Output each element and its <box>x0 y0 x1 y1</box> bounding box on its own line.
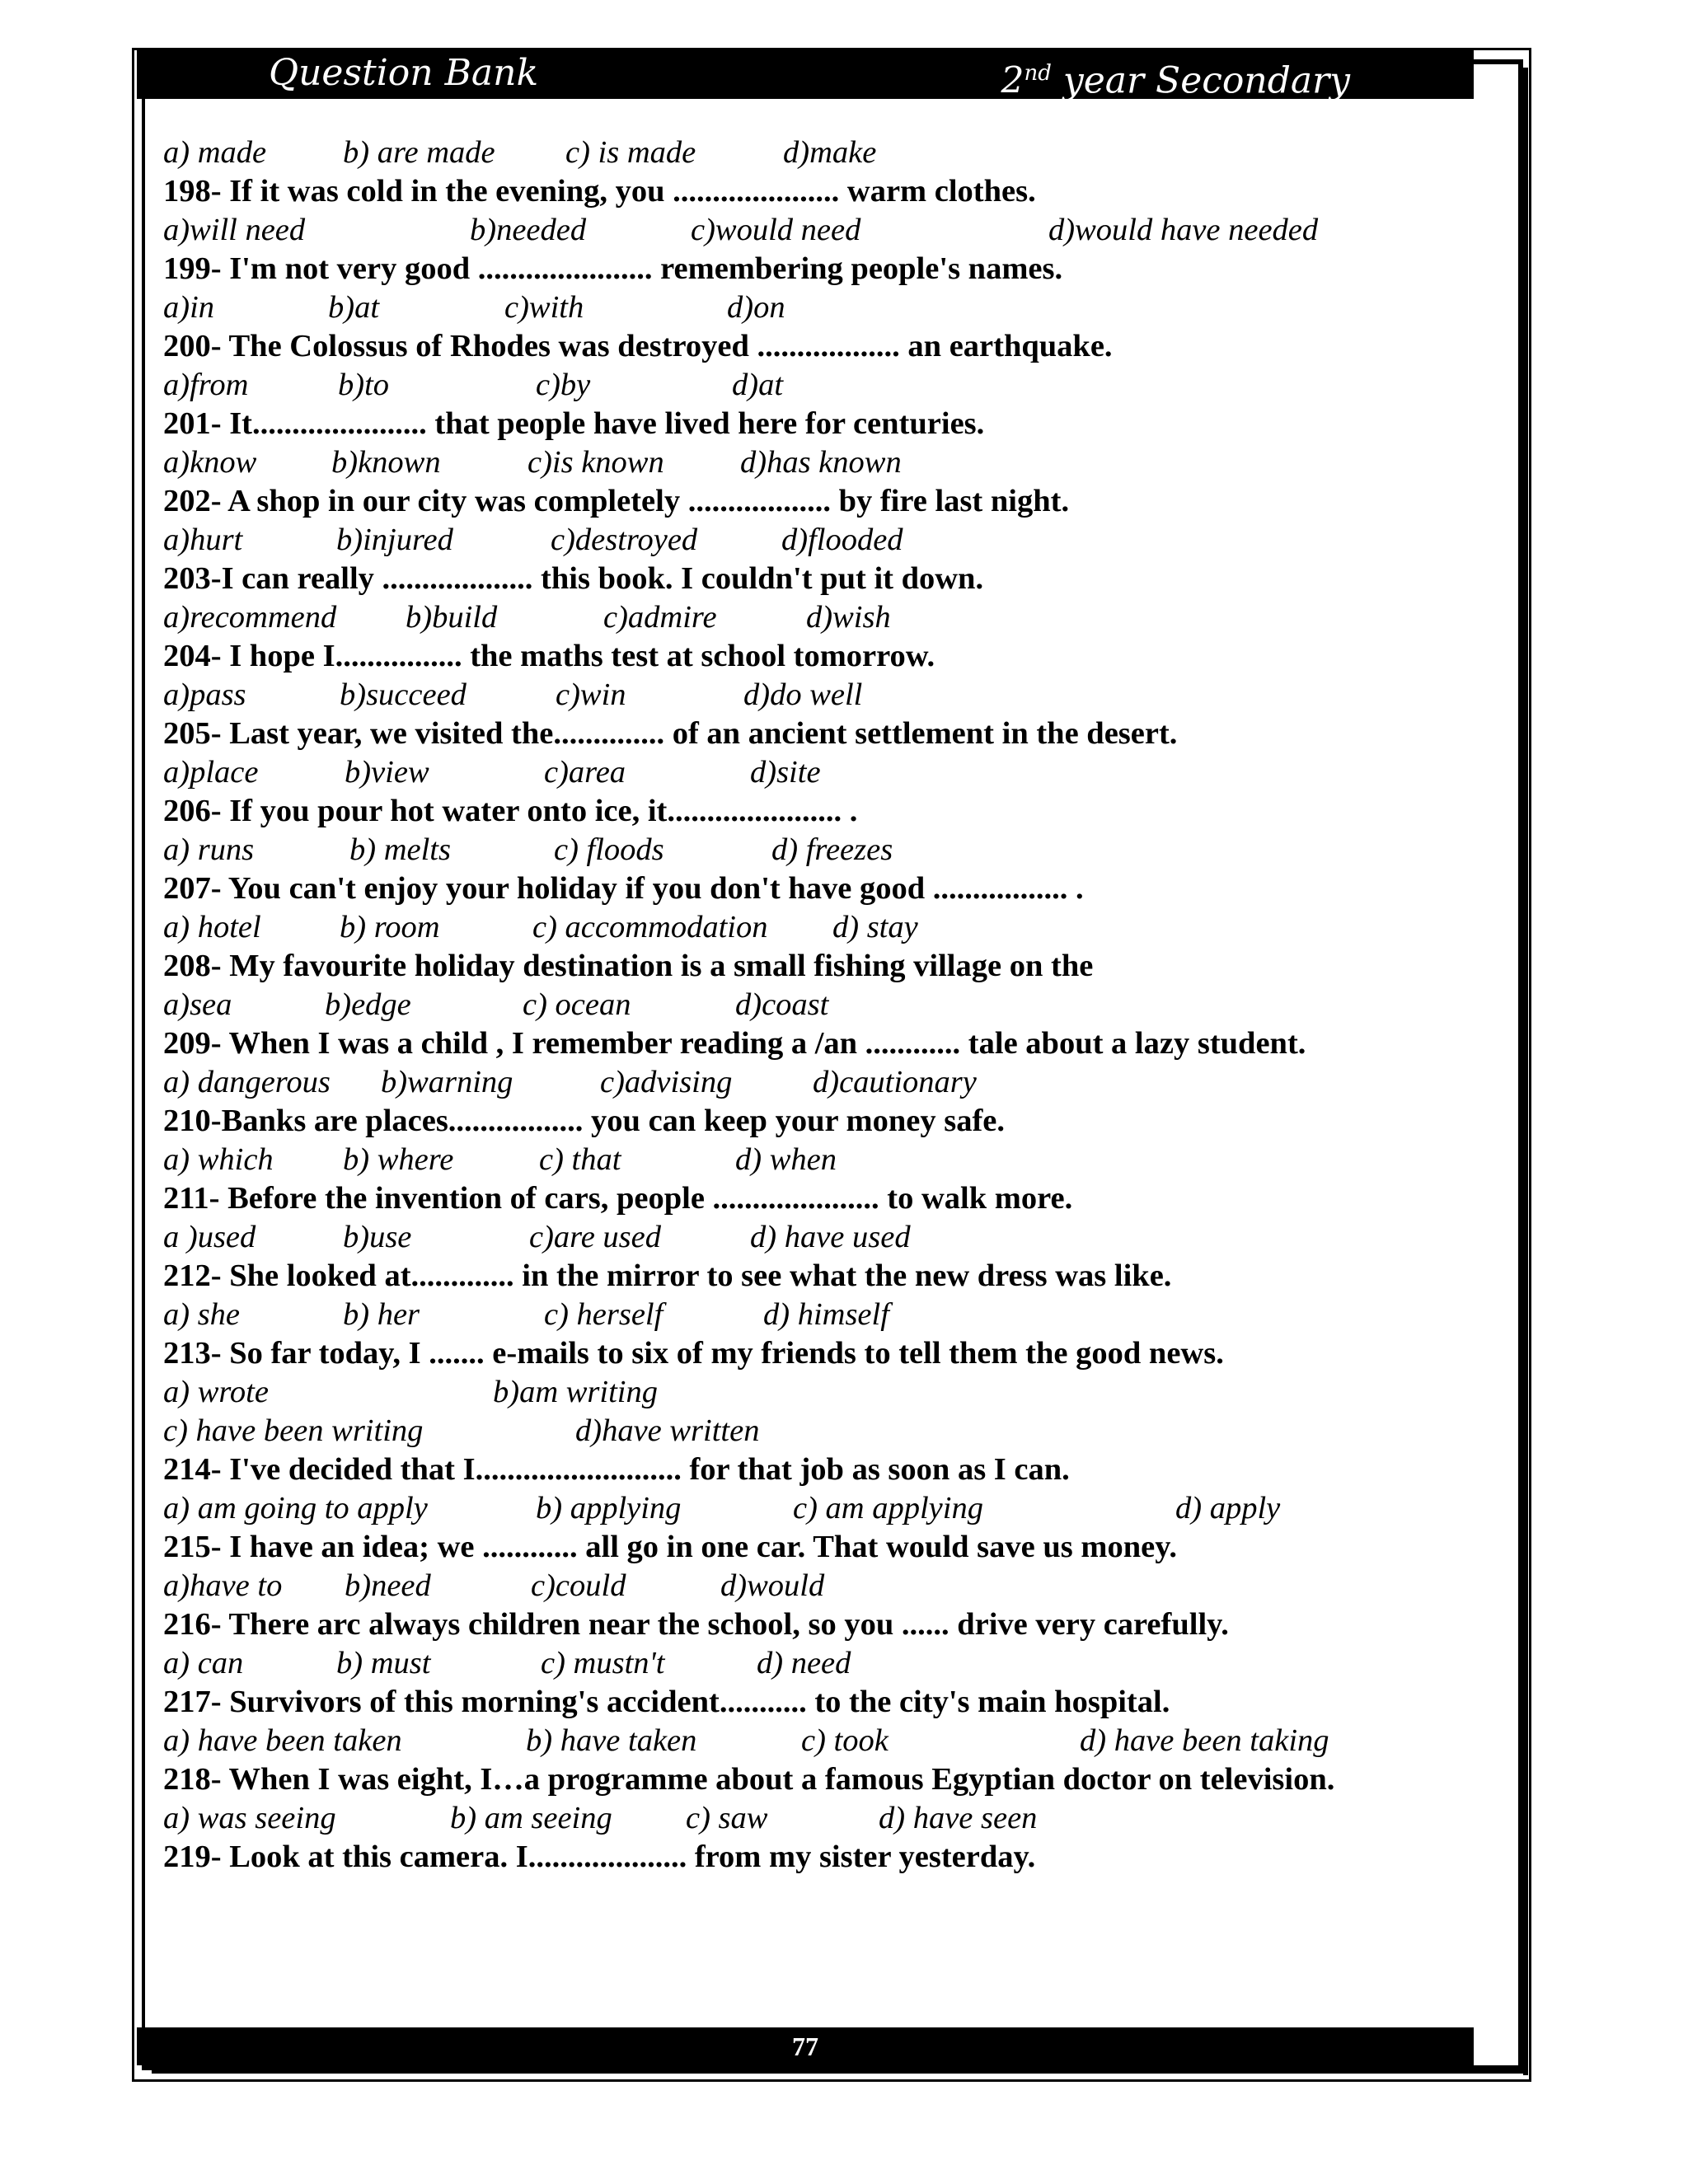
question-text: 202- A shop in our city was completely .................. by fire last night. <box>163 484 1070 518</box>
answer-option: a) she <box>163 1297 241 1332</box>
question-text: 213- So far today, I ....... e-mails to six of my friends to tell them the good news. <box>163 1336 1224 1371</box>
question-text: 205- Last year, we visited the.............. of an ancient settlement in the desert. <box>163 716 1178 751</box>
answer-option: d) freezes <box>771 832 893 867</box>
answer-option: d) stay <box>832 910 918 944</box>
question-text: 203-I can really ................... this book. I couldn't put it down. <box>163 561 984 596</box>
answer-option: a)from <box>163 368 249 402</box>
answer-option: a)will need <box>163 213 306 247</box>
header-bar <box>137 48 1474 102</box>
answer-option: a) which <box>163 1142 274 1177</box>
answer-option: b)succeed <box>340 677 467 712</box>
answer-option: c) took <box>801 1723 889 1758</box>
answer-option: c) ocean <box>523 987 631 1022</box>
answer-option: c)are used <box>529 1220 661 1254</box>
answer-options <box>163 134 1416 172</box>
answer-option: a)in <box>163 290 215 325</box>
answer-option: d) himself <box>763 1297 889 1332</box>
answer-option: a) wrote <box>163 1375 269 1409</box>
answer-options <box>163 986 1416 1024</box>
answer-options <box>163 211 1416 250</box>
question-text: 209- When I was a child , I remember reading a /an ............ tale about a lazy student. <box>163 1026 1306 1061</box>
answer-options <box>163 1489 1416 1528</box>
answer-option: a) am going to apply <box>163 1491 428 1526</box>
frame-shadow-bottom <box>152 2069 1528 2074</box>
answer-option: c)advising <box>600 1065 733 1099</box>
answer-options <box>163 908 1416 947</box>
answer-option: d) have seen <box>879 1801 1038 1835</box>
answer-option: b)edge <box>325 987 411 1022</box>
question-text: 210-Banks are places................. you can keep your money safe. <box>163 1104 1005 1138</box>
answer-option: d)would have needed <box>1048 213 1319 247</box>
frame-shadow-right <box>1523 68 1528 2075</box>
question-text: 215- I have an idea; we ............ all go in one car. That would save us money. <box>163 1530 1177 1564</box>
answer-options <box>163 1373 1416 1412</box>
answer-option: b)use <box>343 1220 412 1254</box>
answer-option: b)needed <box>470 213 587 247</box>
answer-option: d) have been taking <box>1080 1723 1329 1758</box>
answer-options <box>163 598 1416 637</box>
answer-option: c)would need <box>691 213 861 247</box>
question-text: 212- She looked at............. in the mirror to see what the new dress was like. <box>163 1258 1172 1293</box>
answer-options <box>163 1567 1416 1605</box>
header-title: Question Bank <box>269 52 539 94</box>
answer-options <box>163 1296 1416 1334</box>
answer-option: d)make <box>783 135 877 170</box>
answer-options <box>163 1722 1416 1760</box>
answer-option: a) have been taken <box>163 1723 402 1758</box>
answer-option: c) saw <box>686 1801 768 1835</box>
answer-option: d) have used <box>750 1220 911 1254</box>
question-text: 217- Survivors of this morning's accident........... to the city's main hospital. <box>163 1685 1170 1719</box>
question-text: 198- If it was cold in the evening, you ..................... warm clothes. <box>163 174 1036 209</box>
answer-option: a)pass <box>163 677 246 712</box>
answer-options <box>163 1412 1416 1451</box>
answer-option: b) where <box>343 1142 454 1177</box>
answer-option: b) melts <box>349 832 451 867</box>
answer-option: b)am writing <box>493 1375 659 1409</box>
question-text: 207- You can't enjoy your holiday if you don't have good ................. . <box>163 871 1084 906</box>
answer-option: a)know <box>163 445 257 480</box>
answer-option: b) applying <box>536 1491 682 1526</box>
question-list <box>163 134 1416 1877</box>
answer-option: d)flooded <box>781 523 903 557</box>
answer-option: c)by <box>536 368 591 402</box>
answer-option: a) can <box>163 1646 244 1680</box>
answer-option: d)on <box>727 290 785 325</box>
answer-option: c)could <box>531 1568 626 1603</box>
answer-option: d)would <box>720 1568 825 1603</box>
answer-options <box>163 831 1416 869</box>
question-text: 199- I'm not very good ...................... remembering people's names. <box>163 251 1063 286</box>
answer-option: a) dangerous <box>163 1065 331 1099</box>
answer-option: c)with <box>504 290 584 325</box>
answer-option: c)area <box>544 755 626 790</box>
question-text: 208- My favourite holiday destination is a small fishing village on the <box>163 949 1094 983</box>
page-number: 77 <box>792 2032 818 2061</box>
answer-option: b)known <box>331 445 441 480</box>
answer-option: b)view <box>345 755 429 790</box>
answer-option: d)wish <box>806 600 891 635</box>
answer-options <box>163 1141 1416 1179</box>
answer-option: b) must <box>336 1646 431 1680</box>
answer-option: d)site <box>750 755 821 790</box>
answer-option: c) am applying <box>793 1491 983 1526</box>
answer-option: b) are made <box>343 135 495 170</box>
header-grade: 2nd year Secondary <box>1001 59 1350 102</box>
answer-option: d) apply <box>1175 1491 1281 1526</box>
answer-option: b) have taken <box>526 1723 697 1758</box>
answer-option: a) runs <box>163 832 255 867</box>
question-text: 219- Look at this camera. I.................... from my sister yesterday. <box>163 1840 1036 1874</box>
answer-option: d) need <box>757 1646 851 1680</box>
answer-option: d)have written <box>575 1413 760 1448</box>
answer-option: a) made <box>163 135 267 170</box>
answer-option: a)hurt <box>163 523 243 557</box>
answer-options <box>163 1218 1416 1257</box>
question-text: 218- When I was eight, I…a programme about a famous Egyptian doctor on television. <box>163 1762 1335 1797</box>
answer-option: c) accommodation <box>532 910 768 944</box>
answer-option: b) room <box>340 910 440 944</box>
answer-option: c) herself <box>544 1297 663 1332</box>
answer-option: d)cautionary <box>813 1065 977 1099</box>
answer-option: b) her <box>343 1297 420 1332</box>
answer-option: d)do well <box>743 677 863 712</box>
answer-option: d)has known <box>740 445 902 480</box>
answer-option: b)at <box>328 290 380 325</box>
answer-option: a)have to <box>163 1568 283 1603</box>
answer-options <box>163 521 1416 560</box>
answer-option: a)recommend <box>163 600 337 635</box>
answer-option: b)injured <box>336 523 453 557</box>
question-text: 216- There arc always children near the school, so you ...... drive very carefully. <box>163 1607 1229 1642</box>
answer-options <box>163 1063 1416 1102</box>
answer-options <box>163 1799 1416 1838</box>
answer-option: c)win <box>556 677 626 712</box>
answer-option: d)at <box>732 368 784 402</box>
answer-option: c) is made <box>565 135 696 170</box>
question-text: 204- I hope I................ the maths test at school tomorrow. <box>163 639 935 673</box>
answer-option: a )used <box>163 1220 256 1254</box>
answer-option: a) hotel <box>163 910 261 944</box>
answer-options <box>163 676 1416 715</box>
answer-option: c) mustn't <box>541 1646 665 1680</box>
question-text: 206- If you pour hot water onto ice, it...................... . <box>163 794 858 828</box>
answer-option: b)warning <box>381 1065 513 1099</box>
answer-options <box>163 1644 1416 1683</box>
answer-options <box>163 366 1416 405</box>
question-text: 214- I've decided that I.......................... for that job as soon as I can. <box>163 1452 1070 1487</box>
answer-option: d)coast <box>735 987 829 1022</box>
answer-option: c) have been writing <box>163 1413 424 1448</box>
answer-option: c)admire <box>603 600 717 635</box>
answer-option: b) am seeing <box>450 1801 612 1835</box>
answer-option: d) when <box>735 1142 837 1177</box>
answer-option: a) was seeing <box>163 1801 336 1835</box>
answer-options <box>163 443 1416 482</box>
footer-bar <box>137 2027 1474 2065</box>
answer-option: a)place <box>163 755 259 790</box>
answer-option: c) that <box>539 1142 621 1177</box>
question-text: 201- It...................... that people have lived here for centuries. <box>163 406 985 441</box>
answer-option: b)build <box>406 600 498 635</box>
answer-options <box>163 288 1416 327</box>
answer-option: a)sea <box>163 987 232 1022</box>
answer-options <box>163 753 1416 792</box>
answer-option: c) floods <box>554 832 664 867</box>
answer-option: b)to <box>338 368 390 402</box>
answer-option: c)destroyed <box>551 523 698 557</box>
question-text: 200- The Colossus of Rhodes was destroyed .................. an earthquake. <box>163 329 1113 363</box>
answer-option: c)is known <box>528 445 664 480</box>
answer-option: b)need <box>345 1568 431 1603</box>
question-text: 211- Before the invention of cars, people ..................... to walk more. <box>163 1181 1073 1216</box>
